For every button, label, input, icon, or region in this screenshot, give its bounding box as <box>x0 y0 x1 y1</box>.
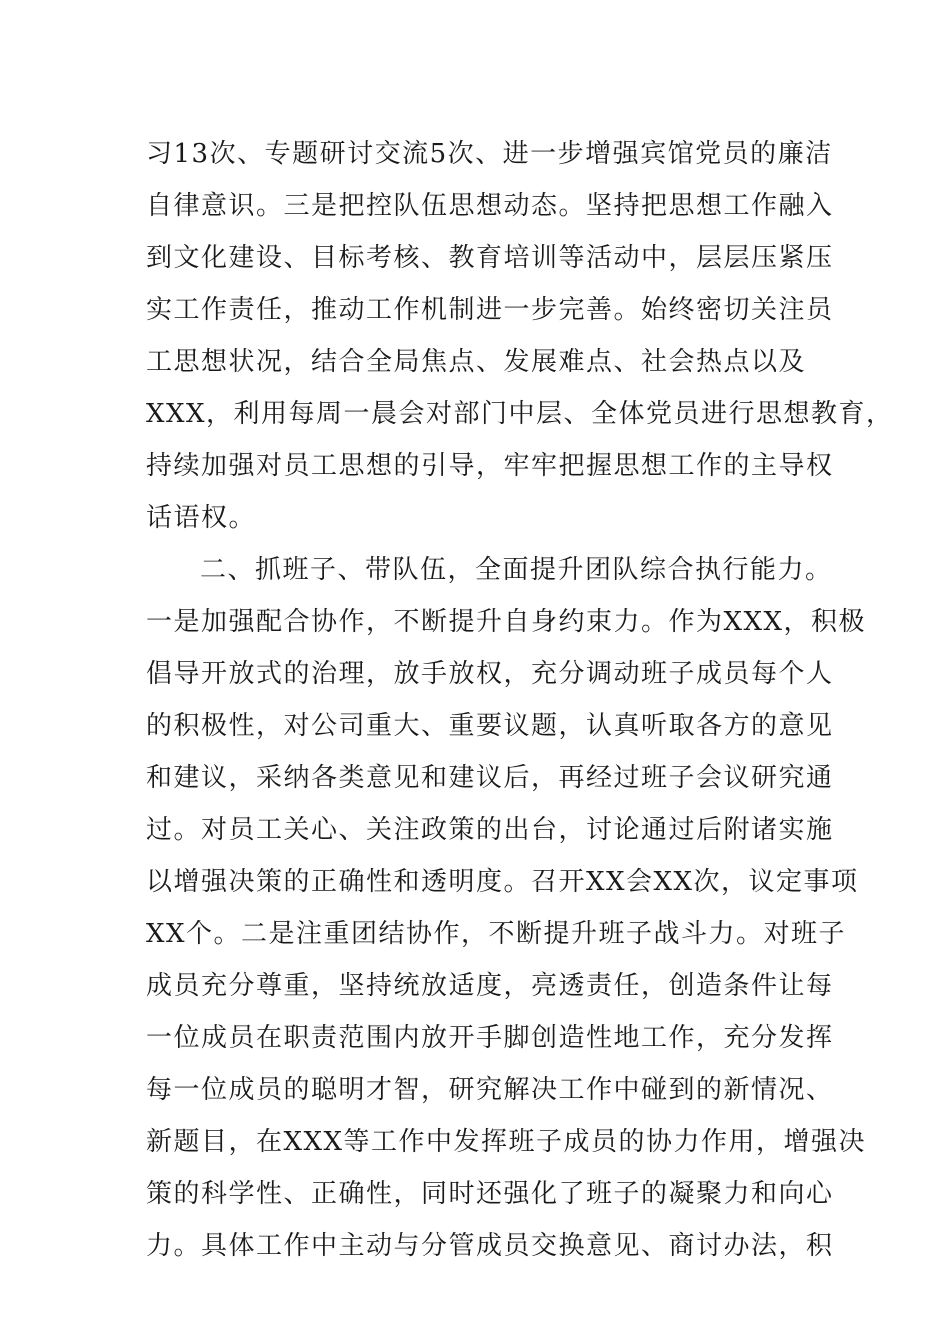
text-line: 过。对员工关心、关注政策的出台，讨论通过后附诸实施 <box>146 815 834 845</box>
text-line: 一位成员在职责范围内放开手脚创造性地工作，充分发挥 <box>146 1023 834 1053</box>
text-line: 每一位成员的聪明才智，研究解决工作中碰到的新情况、 <box>146 1075 834 1105</box>
text-line: 工思想状况，结合全局焦点、发展难点、社会热点以及 <box>146 347 807 377</box>
text-line: 新题目，在XXX等工作中发挥班子成员的协力作用，增强决 <box>146 1127 867 1157</box>
text-line: XX个。二是注重团结协作，不断提升班子战斗力。对班子 <box>146 919 847 949</box>
text-line: 策的科学性、正确性，同时还强化了班子的凝聚力和向心 <box>146 1179 834 1209</box>
text-line: 成员充分尊重，坚持统放适度，亮透责任，创造条件让每 <box>146 971 834 1001</box>
text-line: 一是加强配合协作，不断提升自身约束力。作为XXX，积极 <box>146 607 867 637</box>
text-line: 习13次、专题研讨交流5次、进一步增强宾馆党员的廉洁 <box>146 139 833 169</box>
text-line: 以增强决策的正确性和透明度。召开XX会XX次，议定事项 <box>146 867 859 897</box>
text-line: 持续加强对员工思想的引导，牢牢把握思想工作的主导权 <box>146 451 834 481</box>
text-line: 力。具体工作中主动与分管成员交换意见、商讨办法，积 <box>146 1231 834 1261</box>
text-line: 实工作责任，推动工作机制进一步完善。始终密切关注员 <box>146 295 834 325</box>
section-heading: 二、抓班子、带队伍，全面提升团队综合执行能力。 <box>200 555 833 585</box>
text-line: 的积极性，对公司重大、重要议题，认真听取各方的意见 <box>146 711 834 741</box>
text-line: 倡导开放式的治理，放手放权，充分调动班子成员每个人 <box>146 659 834 689</box>
text-line: 和建议，采纳各类意见和建议后，再经过班子会议研究通 <box>146 763 834 793</box>
text-line: XXX，利用每周一晨会对部门中层、全体党员进行思想教育， <box>146 399 894 429</box>
text-line: 自律意识。三是把控队伍思想动态。坚持把思想工作融入 <box>146 191 834 221</box>
text-line: 话语权。 <box>146 503 257 533</box>
text-line: 到文化建设、目标考核、教育培训等活动中，层层压紧压 <box>146 243 834 273</box>
